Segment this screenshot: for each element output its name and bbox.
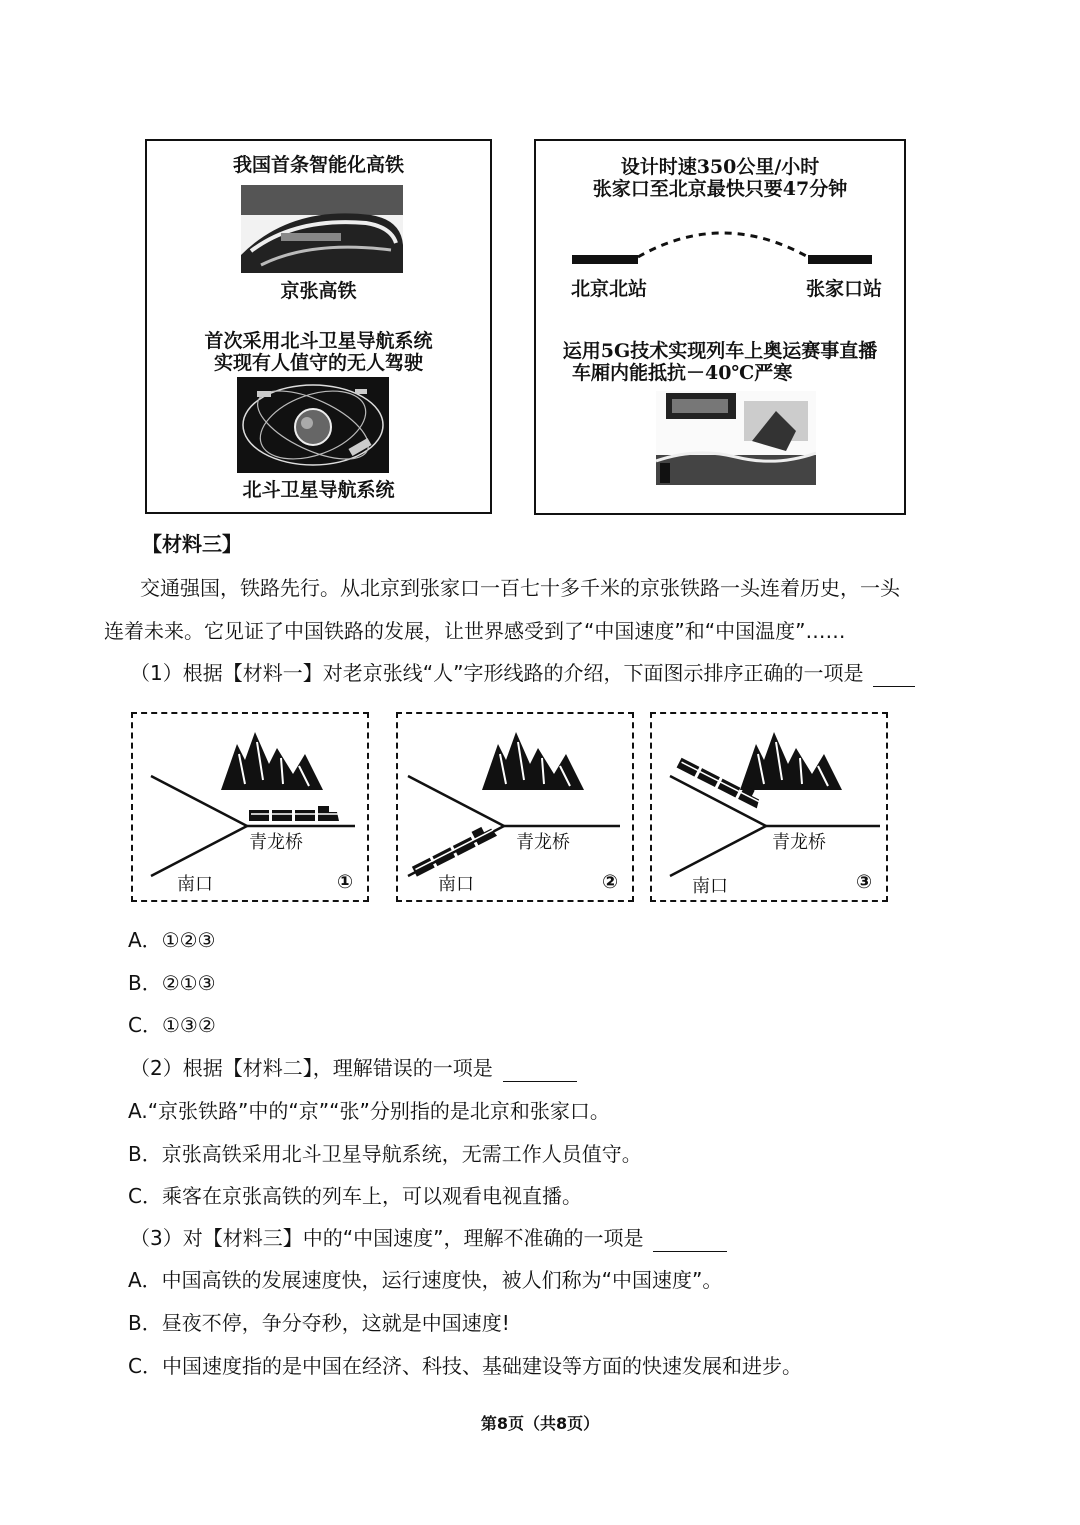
train-photo [241, 185, 403, 273]
diagram-number-1: ① [337, 871, 354, 893]
left-info-box [145, 139, 492, 514]
q1-option-a[interactable]: A．①②③ [128, 928, 216, 952]
route-arc-diagram [572, 223, 872, 273]
material3-heading: 【材料三】 [142, 532, 242, 556]
tech-text-line-1: 运用5G技术实现列车上奥运赛事直播 [562, 340, 878, 362]
station-zhangjiakou: 张家口站 [806, 278, 883, 300]
q1-answer-blank[interactable] [873, 666, 915, 687]
route-diagram-2-drawing [398, 714, 636, 904]
speed-text-line-1: 设计时速350公里/小时 [620, 156, 820, 178]
station-beijing-north: 北京北站 [571, 278, 648, 300]
train-icon [249, 806, 339, 821]
q3-text [130, 1224, 727, 1252]
train-caption: 京张高铁 [280, 280, 357, 302]
diagram-number-3: ③ [856, 871, 873, 893]
route-diagram-3-drawing [652, 714, 890, 904]
q3-answer-blank[interactable] [653, 1231, 727, 1252]
diagram-number-2: ② [602, 871, 619, 893]
material3-paragraph-line-2: 连着未来。它见证了中国铁路的发展，让世界感受到了“中国速度”和“中国温度”…… [104, 619, 846, 643]
route-diagram-3 [650, 712, 888, 902]
q2-text [130, 1054, 577, 1082]
q2-answer-blank[interactable] [503, 1061, 577, 1082]
q2-option-a[interactable]: A.“京张铁路”中的“京”“张”分别指的是北京和张家口。 [128, 1099, 610, 1123]
nankou-label-1: 南口 [177, 874, 213, 895]
tech-text-line-2: 车厢内能抵抗－40℃严寒 [572, 362, 793, 384]
route-diagram-1 [131, 712, 369, 902]
q1-text [130, 659, 915, 687]
route-diagram-1-drawing [133, 714, 371, 904]
q3-option-a[interactable]: A．中国高铁的发展速度快，运行速度快，被人们称为“中国速度”。 [128, 1268, 723, 1292]
qinglongqiao-label-1: 青龙桥 [249, 832, 303, 853]
q1-question: （1）根据【材料一】对老京张线“人”字形线路的介绍，下面图示排序正确的一项是 [130, 661, 864, 685]
q2-question: （2）根据【材料二】，理解错误的一项是 [130, 1056, 493, 1080]
q3-option-c[interactable]: C．中国速度指的是中国在经济、科技、基础建设等方面的快速发展和进步。 [128, 1354, 802, 1378]
route-diagram-2 [396, 712, 634, 902]
nankou-label-3: 南口 [692, 876, 728, 897]
q1-option-b[interactable]: B．②①③ [128, 971, 216, 995]
speed-text-line-2: 张家口至北京最快只要47分钟 [592, 178, 848, 200]
beidou-text-line-1: 首次采用北斗卫星导航系统 [204, 330, 433, 352]
beidou-satellite-image [237, 377, 389, 473]
qinglongqiao-label-3: 青龙桥 [772, 832, 826, 853]
train-icon [410, 822, 497, 876]
q3-question: （3）对【材料三】中的“中国速度”，理解不准确的一项是 [130, 1226, 644, 1250]
beidou-caption: 北斗卫星导航系统 [242, 479, 395, 501]
q2-option-b[interactable]: B．京张高铁采用北斗卫星导航系统，无需工作人员值守。 [128, 1142, 642, 1166]
nankou-label-2: 南口 [438, 874, 474, 895]
qinglongqiao-label-2: 青龙桥 [516, 832, 570, 853]
page-footer: 第8页（共8页） [480, 1414, 600, 1433]
q1-option-c[interactable]: C．①③② [128, 1013, 216, 1037]
beidou-text-line-2: 实现有人值守的无人驾驶 [213, 352, 423, 374]
q3-option-b[interactable]: B．昼夜不停，争分夺秒，这就是中国速度! [128, 1311, 510, 1335]
material3-paragraph-line-1: 交通强国，铁路先行。从北京到张家口一百七十多千米的京张铁路一头连着历史，一头 [140, 576, 900, 600]
right-info-box [534, 139, 906, 515]
q2-option-c[interactable]: C．乘客在京张高铁的列车上，可以观看电视直播。 [128, 1184, 582, 1208]
train-interior-photo [656, 391, 816, 485]
left-box-title: 我国首条智能化高铁 [232, 154, 404, 176]
